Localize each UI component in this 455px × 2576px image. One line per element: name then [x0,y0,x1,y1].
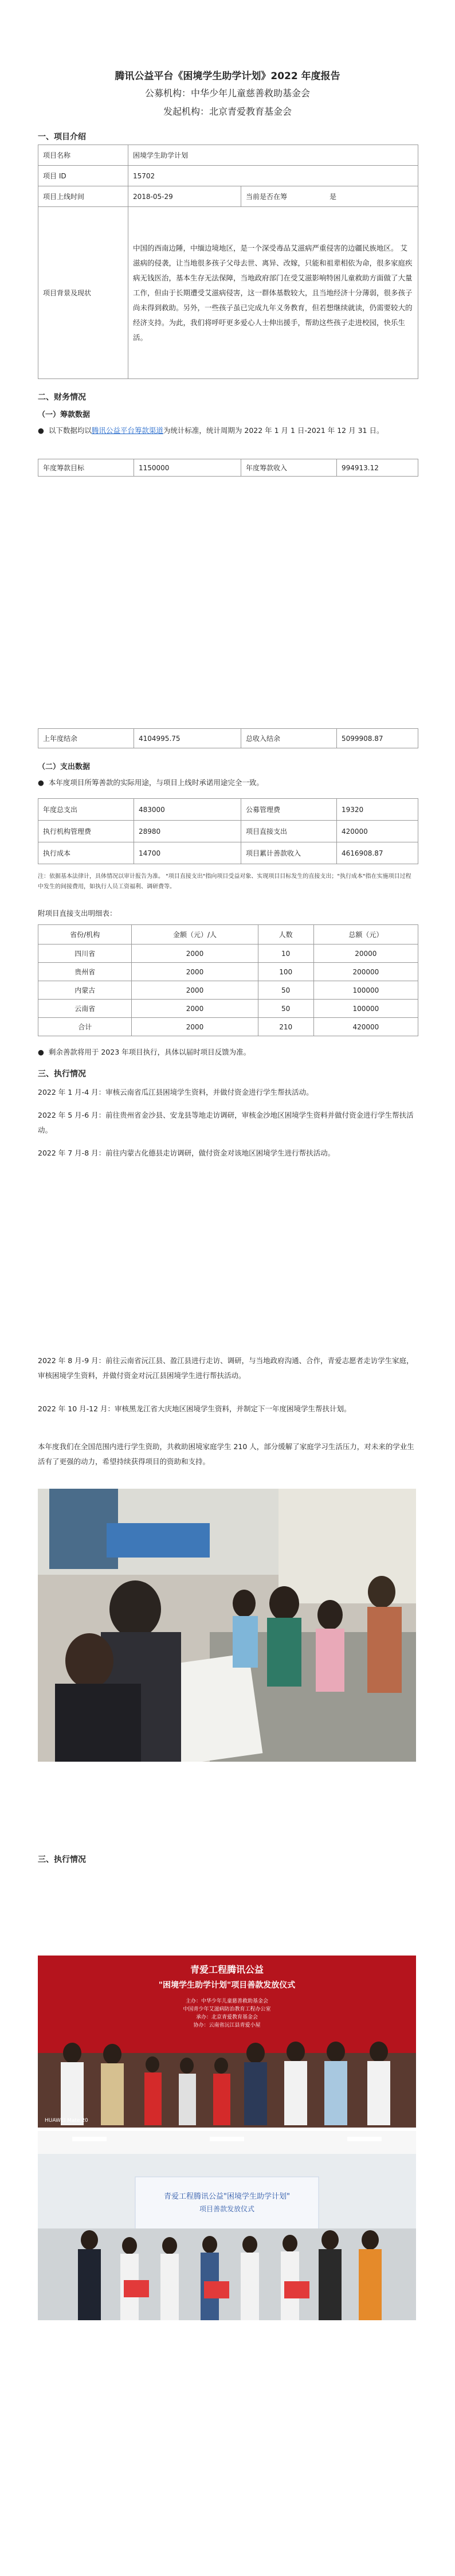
execution-p5: 2022 年 10 月-12 月：审核黑龙江省大庆地区困境学生资料，并制定下一年度困境学生帮扶计划。 [38,1404,351,1413]
detail-cell: 2000 [132,1000,258,1018]
exp-cost-value: 14700 [134,842,241,864]
detail-cell: 合计 [38,1018,132,1036]
background-text: 中国的西南边陲，中缅边境地区，是一个深受毒品艾滋病严重侵害的边疆民族地区。 艾滋病的侵袭，让当地很多孩子父母去世、离异、改嫁，只能和祖辈相依为命，很多家庭疾病无钱医治，基本生存无法保障，当地政府部门在受艾滋影响特困儿童救助方面做了大量工作，但由于长期遭受艾滋病侵害，这一群体基数较大，且当地经济十分薄弱，很多孩子尚未得到救助。另外，一些孩子虽已完成九年义务教育，但若想继续就读，仍需要较大的经济支持。为此，我们将呼吁更多爱心人士伸出援手，帮助这些孩子走进校园，快乐生活。 [128,207,418,379]
project-info-table [38,145,418,379]
execution-p6: 本年度我们在全国范围内进行学生资助，共救助困境家庭学生 210 人，部分缓解了家庭学习生活压力，对未来的学业生活有了更强的动力，希望持续获得项目的资助和支持。 [38,1442,414,1466]
banner1-line: 协办：云南省沅江县青爱小屋 [193,2023,261,2028]
table-row [38,944,418,963]
expense-intro [38,775,416,790]
detail-cell: 50 [258,981,313,1000]
detail-cell: 四川省 [38,944,132,963]
banner2-subtitle: 项目善款发放仪式 [199,2205,255,2213]
fundraising-data-heading: （一）筹款数据 [38,411,91,419]
photo-registration [38,1489,416,1762]
raise-target-value: 1150000 [134,459,241,477]
photo-registration-image [38,1489,416,1762]
expense-table [38,798,418,864]
photo-ceremony-2-image [38,2131,416,2320]
execution-p2: 2022 年 5 月-6 月：前往贵州省金沙县、安龙县等地走访调研，审核金沙地区困境学生资料并做付资金进行学生帮扶活动。 [38,1111,414,1134]
camera-watermark: HUAWEI Mate 20 [45,2118,88,2124]
detail-cell: 2000 [132,981,258,1000]
raise-income-label: 年度筹款收入 [241,459,337,477]
banner1-line: 主办：中华少年儿童慈善救助基金会 [185,1999,269,2004]
photo-ceremony-1 [38,1956,416,2128]
expense-note: 注：依据基本法律计，具体情况以审计报告为准。 "项目直接支出"指向项目受益对象、实现项目目标发生的直接支出；"执行成本"指在实施项目过程中发生的间接费用，如执行人员工资福利、调研费等。 [38,873,411,890]
detail-cell: 100000 [313,1000,418,1018]
detail-cell: 10 [258,944,313,963]
intro-suffix: 为统计标准，统计周期为 2022 年 1 月 1 日-2021 年 12 月 31 日。 [163,426,384,435]
detail-cell: 贵州省 [38,963,132,981]
detail-header-count: 人数 [258,925,313,944]
detail-cell: 420000 [313,1018,418,1036]
active-label: 当前是否在筹 [241,186,325,207]
detail-cell: 20000 [313,944,418,963]
detail-header-province: 省份/机构 [38,925,132,944]
intro-prefix: 以下数据均以 [48,426,92,435]
project-name-label: 项目名称 [38,145,128,166]
remaining-funds-note [38,1045,416,1060]
exp-exec-fee-value: 28980 [134,821,241,842]
table-row [38,963,418,981]
total-balance-label: 总收入结余 [241,729,337,748]
execution-p1: 2022 年 1 月-4 月：审核云南省瓜江县困境学生资料，并做付资金进行学生帮扶活动。 [38,1088,313,1096]
exp-exec-fee-label: 执行机构管理费 [38,821,134,842]
detail-cell: 云南省 [38,1000,132,1018]
raise-target-label: 年度筹款目标 [38,459,134,477]
project-id-value: 15702 [128,166,418,186]
section-execution-heading: 三、执行情况 [38,1070,86,1079]
detail-cell: 100000 [313,981,418,1000]
bullet-icon: ● [38,778,49,787]
exp-total-value: 483000 [134,799,241,821]
detail-cell: 2000 [132,963,258,981]
table-row [38,1000,418,1018]
detail-cell: 100 [258,963,313,981]
exp-total-label: 年度总支出 [38,799,134,821]
exp-direct-label: 项目直接支出 [241,821,337,842]
fundraising-channel-link[interactable]: 腾讯公益平台筹款渠道 [91,426,163,435]
expense-data-heading: （二）支出数据 [38,763,91,771]
banner1-subtitle: "困境学生助学计划"项目善款发放仪式 [158,1981,296,1990]
last-year-balance-value: 4104995.75 [134,729,241,748]
banner1-title: 青爱工程腾讯公益 [190,1964,264,1975]
balance-table [38,728,418,748]
background-label: 项目背景及现状 [38,207,128,379]
initiating-org: 发起机构：北京青爱教育基金会 [163,106,292,117]
expense-intro-text: 本年度项目所筹善款的实际用途，与项目上线时承诺用途完全一致。 [48,778,264,787]
banner1-line: 承办：北京青爱教育基金会 [195,2015,258,2020]
table-row [38,981,418,1000]
total-balance-value: 5099908.87 [337,729,418,748]
photo-ceremony-1-image [38,1956,416,2128]
project-name-value: 困境学生助学计划 [128,145,418,166]
banner1-line: 中国青少年艾滋病防治教育工程办公室 [183,2007,271,2012]
execution-p3: 2022 年 7 月-8 月：前往内蒙古化德县走访调研，做付资金对该地区困境学生进行帮扶活动。 [38,1149,335,1157]
exp-direct-value: 420000 [337,821,418,842]
section-project-intro-heading: 一、项目介绍 [38,132,86,142]
active-value: 是 [325,186,418,207]
detail-header-total: 总额（元） [313,925,418,944]
bullet-icon: ● [38,1048,49,1056]
execution-p4: 2022 年 8 月-9 月：前往云南省沅江县、盈江县进行走访、调研，与当地政府沟通、合作，青爱志愿者走访学生家庭，审核困境学生资料，并做付资金对沅江县困境学生进行帮扶活动。 [38,1356,414,1380]
report-title: 腾讯公益平台《困境学生助学计划》2022 年度报告 [115,71,340,82]
exp-cumulative-label: 项目累计善款收入 [241,842,337,864]
fundraising-table [38,459,418,477]
detail-table-title: 附项目直接支出明细表： [38,909,117,918]
online-time-label: 项目上线时间 [38,186,128,207]
photo-ceremony-2 [38,2131,416,2320]
fundraising-intro [38,423,416,438]
exp-public-fee-value: 19320 [337,799,418,821]
table-row [38,1018,418,1036]
direct-expense-detail-table [38,924,418,1036]
section-execution-heading-2: 三、执行情况 [38,1855,86,1864]
exp-cumulative-value: 4616908.87 [337,842,418,864]
raise-income-value: 994913.12 [337,459,418,477]
detail-cell: 200000 [313,963,418,981]
online-time-value: 2018-05-29 [128,186,241,207]
last-year-balance-label: 上年度结余 [38,729,134,748]
public-fundraising-org: 公募机构：中华少年儿童慈善救助基金会 [144,88,310,99]
remaining-funds-text: 剩余善款将用于 2023 年项目执行，具体以届时项目反馈为准。 [48,1048,251,1056]
detail-header-amount: 金额（元）/人 [132,925,258,944]
project-id-label: 项目 ID [38,166,128,186]
section-finance-heading: 二、财务情况 [38,393,86,402]
exp-public-fee-label: 公募管理费 [241,799,337,821]
detail-cell: 2000 [132,1018,258,1036]
bullet-icon: ● [38,426,49,435]
detail-cell: 2000 [132,944,258,963]
banner2-title: 青爱工程腾讯公益"困境学生助学计划" [164,2192,290,2201]
exp-cost-label: 执行成本 [38,842,134,864]
detail-cell: 210 [258,1018,313,1036]
detail-cell: 内蒙古 [38,981,132,1000]
detail-cell: 50 [258,1000,313,1018]
